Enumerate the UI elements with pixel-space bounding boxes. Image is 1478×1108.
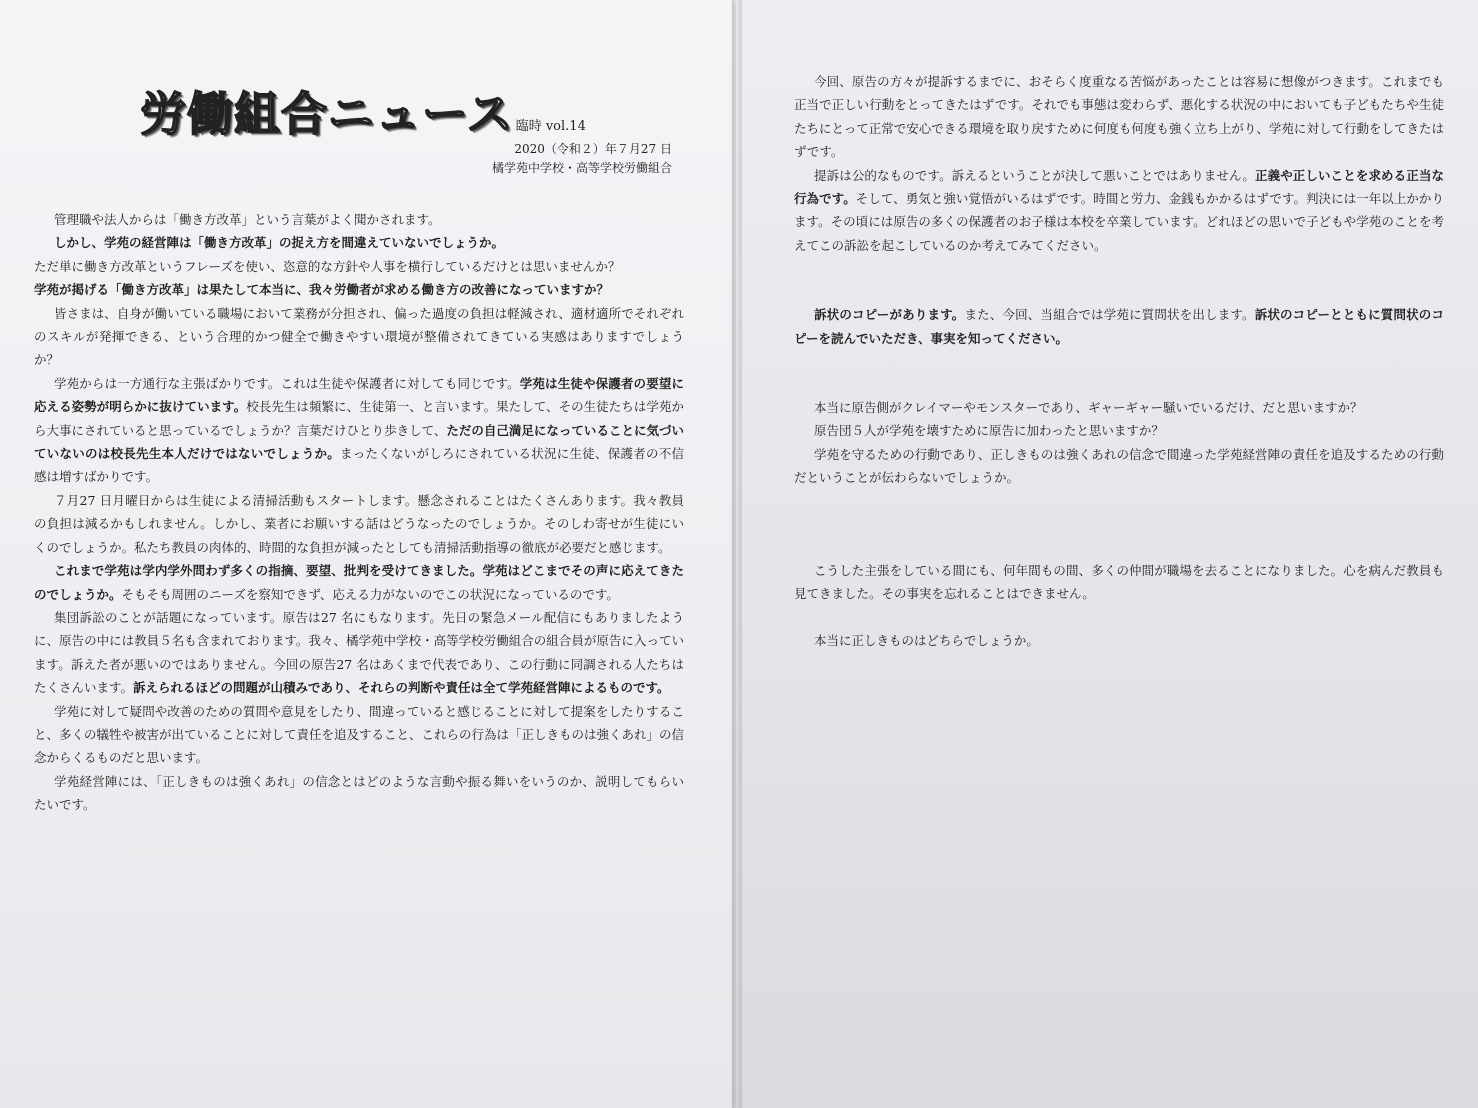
right-body: [794, 70, 1444, 652]
spacer: [794, 350, 1444, 396]
issue-label: 臨時 vol.14: [515, 119, 586, 134]
text-run: ただの自己満足になっていることに気づいていないのは校長先生本人だけではないでしょうか。: [34, 422, 684, 462]
text-run: 学苑は生徒や保護者の要望に応える姿勢が明らかに抜けています。: [34, 375, 684, 415]
masthead: [140, 78, 586, 144]
left-page: [0, 0, 738, 1108]
text-run: また、今回、当組合では学苑に質問状を出します。: [964, 307, 1255, 323]
spacer: [794, 490, 1444, 536]
paragraph: こうした主張をしている間にも、何年間もの間、多くの仲間が職場を去ることになりました。心を病んだ教員も見てきました。その事実を忘れることはできません。: [794, 562, 1444, 602]
page-fold: [732, 0, 742, 1108]
text-run: 訴状のコピーがあります。: [814, 307, 965, 323]
paragraph: [794, 303, 1444, 350]
text-run: 訴状のコピーとともに質問状のコピーを読んでいただき、事実を知ってください。: [794, 307, 1444, 346]
paragraph: 皆さまは、自身が働いている職場において業務が分担され、偏った過度の負担は軽減され、適材適所でそれぞれのスキルが発揮できる、という合理的かつ健全で働きやすい環境が整備されてきている実感はありますでしょうか？: [34, 305, 684, 368]
paragraph: 学苑を守るための行動であり、正しきものは強くあれの信念で間違った学苑経営陣の責任を追及するための行動だということが伝わらないでしょうか。: [794, 446, 1444, 486]
text-run: そして、勇気と強い覚悟がいるはずです。時間と労力、金銭もかかるはずです。判決には一年以上かかります。その頃には原告の多くの保護者のお子様は本校を卒業しています。どれほどの思いで子どもや学苑のことを考えてこの訴訟を起こしているのか考えてみてください。: [794, 191, 1444, 253]
paragraph: 管理職や法人からは「働き方改革」という言葉がよく聞かされます。: [54, 212, 441, 227]
paragraph: ７月27 日月曜日からは生徒による清掃活動もスタートします。懸念されることはたくさんあります。我々教員の負担は減るかもしれません。しかし、業者にお願いする話はどうなったのでしょうか。そのしわ寄せが生徒にいくのでしょうか。私たち教員の肉体的、時間的な負担が減ったとしても清掃活動指導の徹底が必要だと感じます。: [34, 492, 684, 555]
paragraph: 学苑経営陣には、「正しきものは強くあれ」の信念とはどのような言動や振る舞いをいうのか、説明してもらいたいです。: [34, 773, 684, 813]
paragraph: 本当に正しきものはどちらでしょうか。: [814, 632, 1039, 648]
newsletter-title: 労働組合ニュース: [140, 87, 514, 141]
paragraph: [34, 606, 684, 700]
paragraph: 本当に原告側がクレイマーやモンスターであり、ギャーギャー騒いでいるだけ、だと思いますか？: [814, 400, 1363, 416]
text-run: まったくないがしろにされている状況に生徒、保護者の不信感は増すばかりです。: [34, 446, 684, 485]
paragraph: [34, 372, 684, 489]
text-run: 提訴は公的なものです。訴えるということが決して悪いことではありません。: [814, 167, 1255, 183]
text-run: 学苑からは一方通行な主張ばかりです。これは生徒や保護者に対しても同じです。: [54, 375, 520, 391]
paragraph: [34, 559, 684, 606]
text-run: 校長先生は頻繁に、生徒第一、と言います。果たして、その生徒たちは学苑から大事にされていると思っているでしょうか？言葉だけひとり歩きして、: [34, 399, 684, 438]
spacer: [794, 536, 1444, 559]
left-body: [34, 208, 684, 817]
issue-date: 2020（令和２）年７月27 日: [514, 142, 672, 156]
paragraph: 学苑が掲げる「働き方改革」は果たして本当に、我々労働者が求める働き方の改善になっていますか？: [34, 282, 610, 298]
right-page: [736, 0, 1478, 1108]
spacer: [794, 606, 1444, 629]
paragraph: [794, 164, 1444, 258]
paragraph: 原告団５人が学苑を壊すために原告に加わったと思いますか？: [814, 423, 1164, 439]
paragraph: 今回、原告の方々が提訴するまでに、おそらく度重なる苦悩があったことは容易に想像がつきます。これまでも正当で正しい行動をとってきたはずです。それでも事態は変わらず、悪化する状況の中においても子どもたちや生徒たちにとって正常で安心できる環境を取り戻すために何度も何度も強く立ち上がり、学苑に対して行動をしてきたはずです。: [794, 74, 1444, 160]
dateline: [492, 140, 672, 178]
text-run: 集団訴訟のことが話題になっています。原告は27 名にもなります。先日の緊急メール配信にもありましたように、原告の中には教員５名も含まれております。我々、橘学苑中学校・高等学校労働組合の組合員が原告に入っています。訴えた者が悪いのではありません。今回の原告27 名はあくまで代表であり、この行動に同調される人たちはたくさんいます。: [34, 609, 684, 696]
publisher: 橘学苑中学校・高等学校労働組合: [491, 161, 672, 175]
paragraph: 学苑に対して疑問や改善のための質問や意見をしたり、間違っていると感じることに対して提案をしたりすること、多くの犠牲や被害が出ていることに対して責任を追及すること、これらの行為は「正しきものは強くあれ」の信念からくるものだと思います。: [34, 703, 685, 766]
text-run: これまで学苑は学内学外問わず多くの指摘、要望、批判を受けてきました。学苑はどこまでその声に応えてきたのでしょうか。: [34, 563, 684, 602]
spacer: [794, 257, 1444, 303]
text-run: 正義や正しいことを求める正当な行為です。: [794, 167, 1444, 207]
paragraph: しかし、学苑の経営陣は「働き方改革」の捉え方を間違えていないでしょうか。: [54, 235, 505, 251]
text-run: 訴えられるほどの問題が山積みであり、それらの判断や責任は全て学苑経営陣によるものです。: [133, 680, 670, 696]
paragraph: ただ単に働き方改革というフレーズを使い、恣意的な方針や人事を横行しているだけとは思いませんか？: [34, 258, 621, 274]
text-run: そもそも周囲のニーズを察知できず、応える力がないのでこの状況になっているのです。: [121, 586, 619, 602]
